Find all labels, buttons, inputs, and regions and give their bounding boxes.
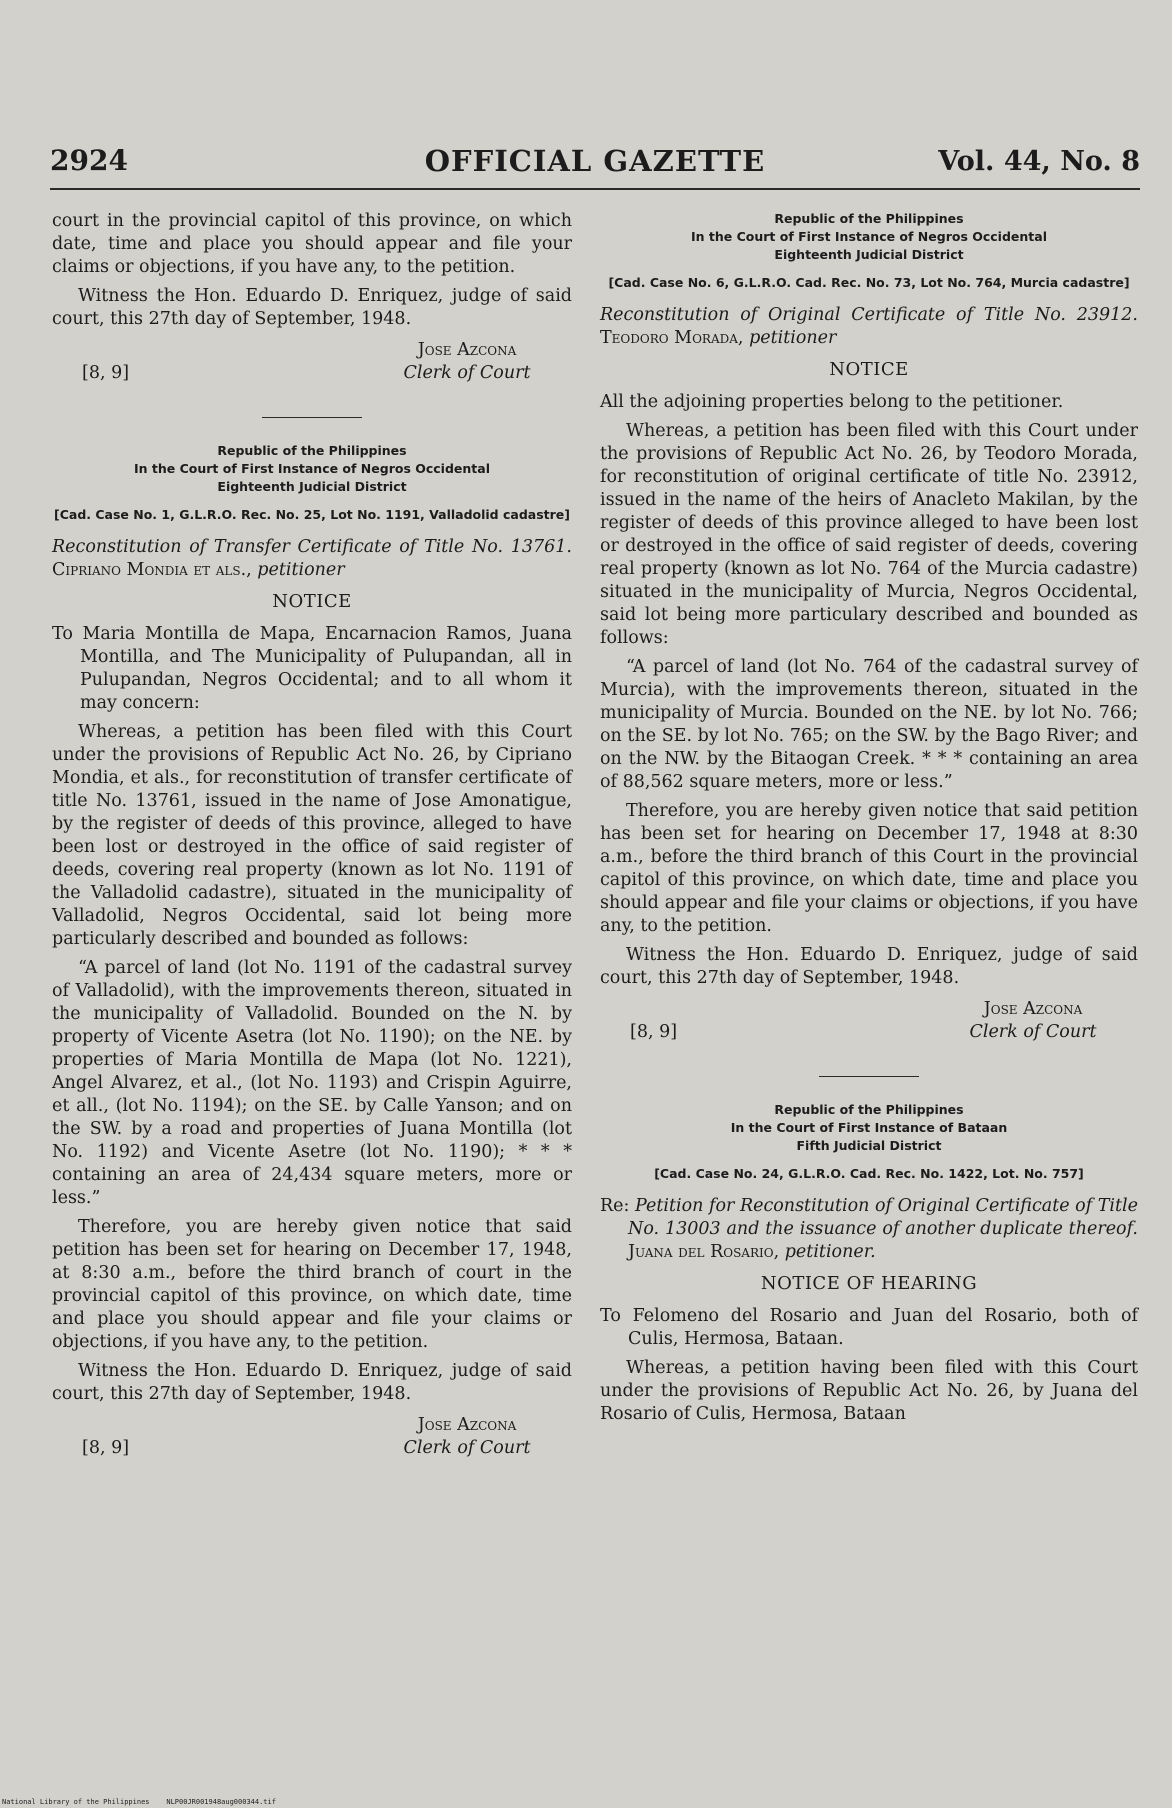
- signatory-name: Jose Azcona: [983, 999, 1083, 1019]
- petitioner-name: Juana del Rosario,: [628, 1242, 780, 1262]
- issue-reference: [8, 9]: [630, 1022, 678, 1042]
- petition-title: Re: Petition for Reconstitution of Original Certificate of Title No. 13003 and the issuance of another duplicate thereof. Juana del Rosario, petitioner.: [600, 1196, 1138, 1262]
- petitioner-label: petitioner: [257, 560, 345, 580]
- court-caption-line: Eighteenth Judicial District: [774, 247, 964, 262]
- publication-title: OFFICIAL GAZETTE: [424, 144, 766, 178]
- volume-number: Vol. 44, No. 8: [938, 146, 1140, 177]
- right-column: [600, 210, 1138, 1432]
- page-header: [50, 138, 1140, 190]
- addressee-paragraph: To Felomeno del Rosario and Juan del Rosario, both of Culis, Hermosa, Bataan.: [600, 1306, 1138, 1349]
- petitioner-name: Cipriano Mondia et als.,: [52, 560, 252, 580]
- issue-reference: [8, 9]: [82, 1438, 130, 1458]
- adjoining-note: All the adjoining properties belong to the petitioner.: [600, 392, 1064, 412]
- continued-paragraph: court in the provincial capitol of this province, on which date, time and place you should appear and file your claims or objections, if you have any, to the petition.: [52, 211, 572, 277]
- case-number: [Cad. Case No. 6, G.L.R.O. Cad. Rec. No. 73, Lot No. 764, Murcia cadastre]: [608, 275, 1130, 290]
- source-label: National Library of the Philippines: [2, 1798, 150, 1806]
- signature-block: [52, 339, 572, 395]
- signatory-name: Jose Azcona: [417, 1415, 517, 1435]
- petitioner-label: petitioner.: [784, 1242, 876, 1262]
- property-description: “A parcel of land (lot No. 1191 of the cadastral survey of Valladolid), with the improvements thereon, situated in the municipality of Valladolid. Bounded on the N. by property of Vicente Asetra (lot No. 1190); on the NE. by properties of Maria Montilla de Mapa (lot No. 1221), Angel Alvarez, et al., (lot No. 1193) and Crispin Aguirre, et all., (lot No. 1194); on the SE. by Calle Yanson; and on the SW. by a road and properties of Juana Montilla (lot No. 1192) and Vicente Asetre (lot No. 1190); * * * containing an area of 24,434 square meters, more or less.”: [52, 958, 572, 1208]
- witness-paragraph: Witness the Hon. Eduardo D. Enriquez, judge of said court, this 27th day of September, 1948.: [52, 1361, 572, 1404]
- section-divider: [262, 417, 362, 418]
- court-caption-line: Fifth Judicial District: [796, 1138, 942, 1153]
- body-paragraph: Whereas, a petition has been filed with this Court under the provisions of Republic Act No. 26, by Cipriano Mondia, et als., for reconstitution of transfer certificate of title No. 13761, issued in the name of Jose Amonatigue, by the register of deeds of this province, alleged to have been lost or destroyed in the office of said register of deeds, covering real property (known as lot No. 1191 of the Valladolid cadastre), situated in the municipality of Valladolid, Negros Occidental, said lot being more particularly described and bounded as follows:: [52, 722, 572, 949]
- section-divider: [819, 1076, 919, 1077]
- scan-footer: [2, 1798, 276, 1806]
- case-number: [Cad. Case No. 1, G.L.R.O. Rec. No. 25, Lot No. 1191, Valladolid cadastre]: [54, 507, 570, 522]
- witness-paragraph: Witness the Hon. Eduardo D. Enriquez, judge of said court, this 27th day of September, 1948.: [52, 286, 572, 329]
- petitioner-label: petitioner: [749, 328, 837, 348]
- signatory-name: Jose Azcona: [417, 340, 517, 360]
- court-caption-line: In the Court of First Instance of Negros Occidental: [691, 229, 1047, 244]
- witness-paragraph: Witness the Hon. Eduardo D. Enriquez, judge of said court, this 27th day of September, 1948.: [600, 945, 1138, 988]
- body-paragraph: Whereas, a petition has been filed with this Court under the provisions of Republic Act No. 26, by Teodoro Morada, for reconstitution of original certificate of title No. 23912, issued in the name of the heirs of Anacleto Makilan, by the register of deeds of this province alleged to have been lost or destroyed in the office of said register of deeds, covering real property (known as lot No. 764 of the Murcia cadastre) situated in the municipality of Murcia, Negros Occidental, said lot being more particulary described and bounded as follows:: [600, 421, 1138, 648]
- re-label: Re:: [600, 1196, 630, 1216]
- reconstitution-title: Reconstitution of Transfer Certificate of Title No. 13761. Cipriano Mondia et als., petitioner: [52, 537, 572, 580]
- property-description: “A parcel of land (lot No. 764 of the cadastral survey of Murcia), with the improvements thereon, situated in the municipality of Murcia. Bounded on the NE. by lot No. 766; on the SE. by lot No. 765; on the SW. by the Bago River; and on the NW. by the Bitaogan Creek. * * * containing an area of 88,562 square meters, more or less.”: [600, 657, 1138, 792]
- notice-heading: NOTICE OF HEARING: [760, 1273, 978, 1294]
- hearing-paragraph: Therefore, you are hereby given notice that said petition has been set for hearing on December 17, 1948, at 8:30 a.m., before the third branch of court in the provincial capitol of this province, on which date, time and place you should appear and file your claims or objections, if you have any, to the petition.: [52, 1217, 572, 1352]
- notice-heading: NOTICE: [829, 359, 909, 380]
- left-column: [52, 210, 572, 1470]
- court-caption-line: Republic of the Philippines: [774, 211, 964, 226]
- hearing-paragraph: Therefore, you are hereby given notice that said petition has been set for hearing on December 17, 1948 at 8:30 a.m., before the third branch of this Court in the provincial capitol of this province, on which date, time and place you should appear and file your claims or objections, if you have any, to the petition.: [600, 801, 1138, 936]
- issue-reference: [8, 9]: [82, 363, 130, 383]
- court-caption-line: Republic of the Philippines: [774, 1102, 964, 1117]
- case-number: [Cad. Case No. 24, G.L.R.O. Cad. Rec. No. 1422, Lot. No. 757]: [654, 1166, 1084, 1181]
- body-paragraph: Whereas, a petition having been filed with this Court under the provisions of Republic Act No. 26, by Juana del Rosario of Culis, Hermosa, Bataan: [600, 1358, 1138, 1424]
- signatory-title: Clerk of Court: [969, 1022, 1097, 1042]
- notice-heading: NOTICE: [272, 591, 352, 612]
- court-caption-line: Republic of the Philippines: [217, 443, 407, 458]
- court-caption-line: In the Court of First Instance of Negros Occidental: [134, 461, 490, 476]
- signature-block: [52, 1414, 572, 1470]
- signatory-title: Clerk of Court: [403, 1438, 531, 1458]
- court-caption-line: Eighteenth Judicial District: [217, 479, 407, 494]
- petitioner-name: Teodoro Morada,: [600, 328, 744, 348]
- court-caption-line: In the Court of First Instance of Bataan: [730, 1120, 1008, 1135]
- reconstitution-title: Reconstitution of Original Certificate of Title No. 23912. Teodoro Morada, petitioner: [600, 305, 1138, 348]
- addressee-paragraph: To Maria Montilla de Mapa, Encarnacion Ramos, Juana Montilla, and The Municipality of Pulupandan, all in Pulupandan, Negros Occidental; and to all whom it may concern:: [52, 624, 572, 713]
- signature-block: [600, 998, 1138, 1054]
- file-label: NLP00JR001948aug000344.tif: [166, 1798, 276, 1806]
- signatory-title: Clerk of Court: [403, 363, 531, 383]
- page-number: 2924: [50, 144, 128, 177]
